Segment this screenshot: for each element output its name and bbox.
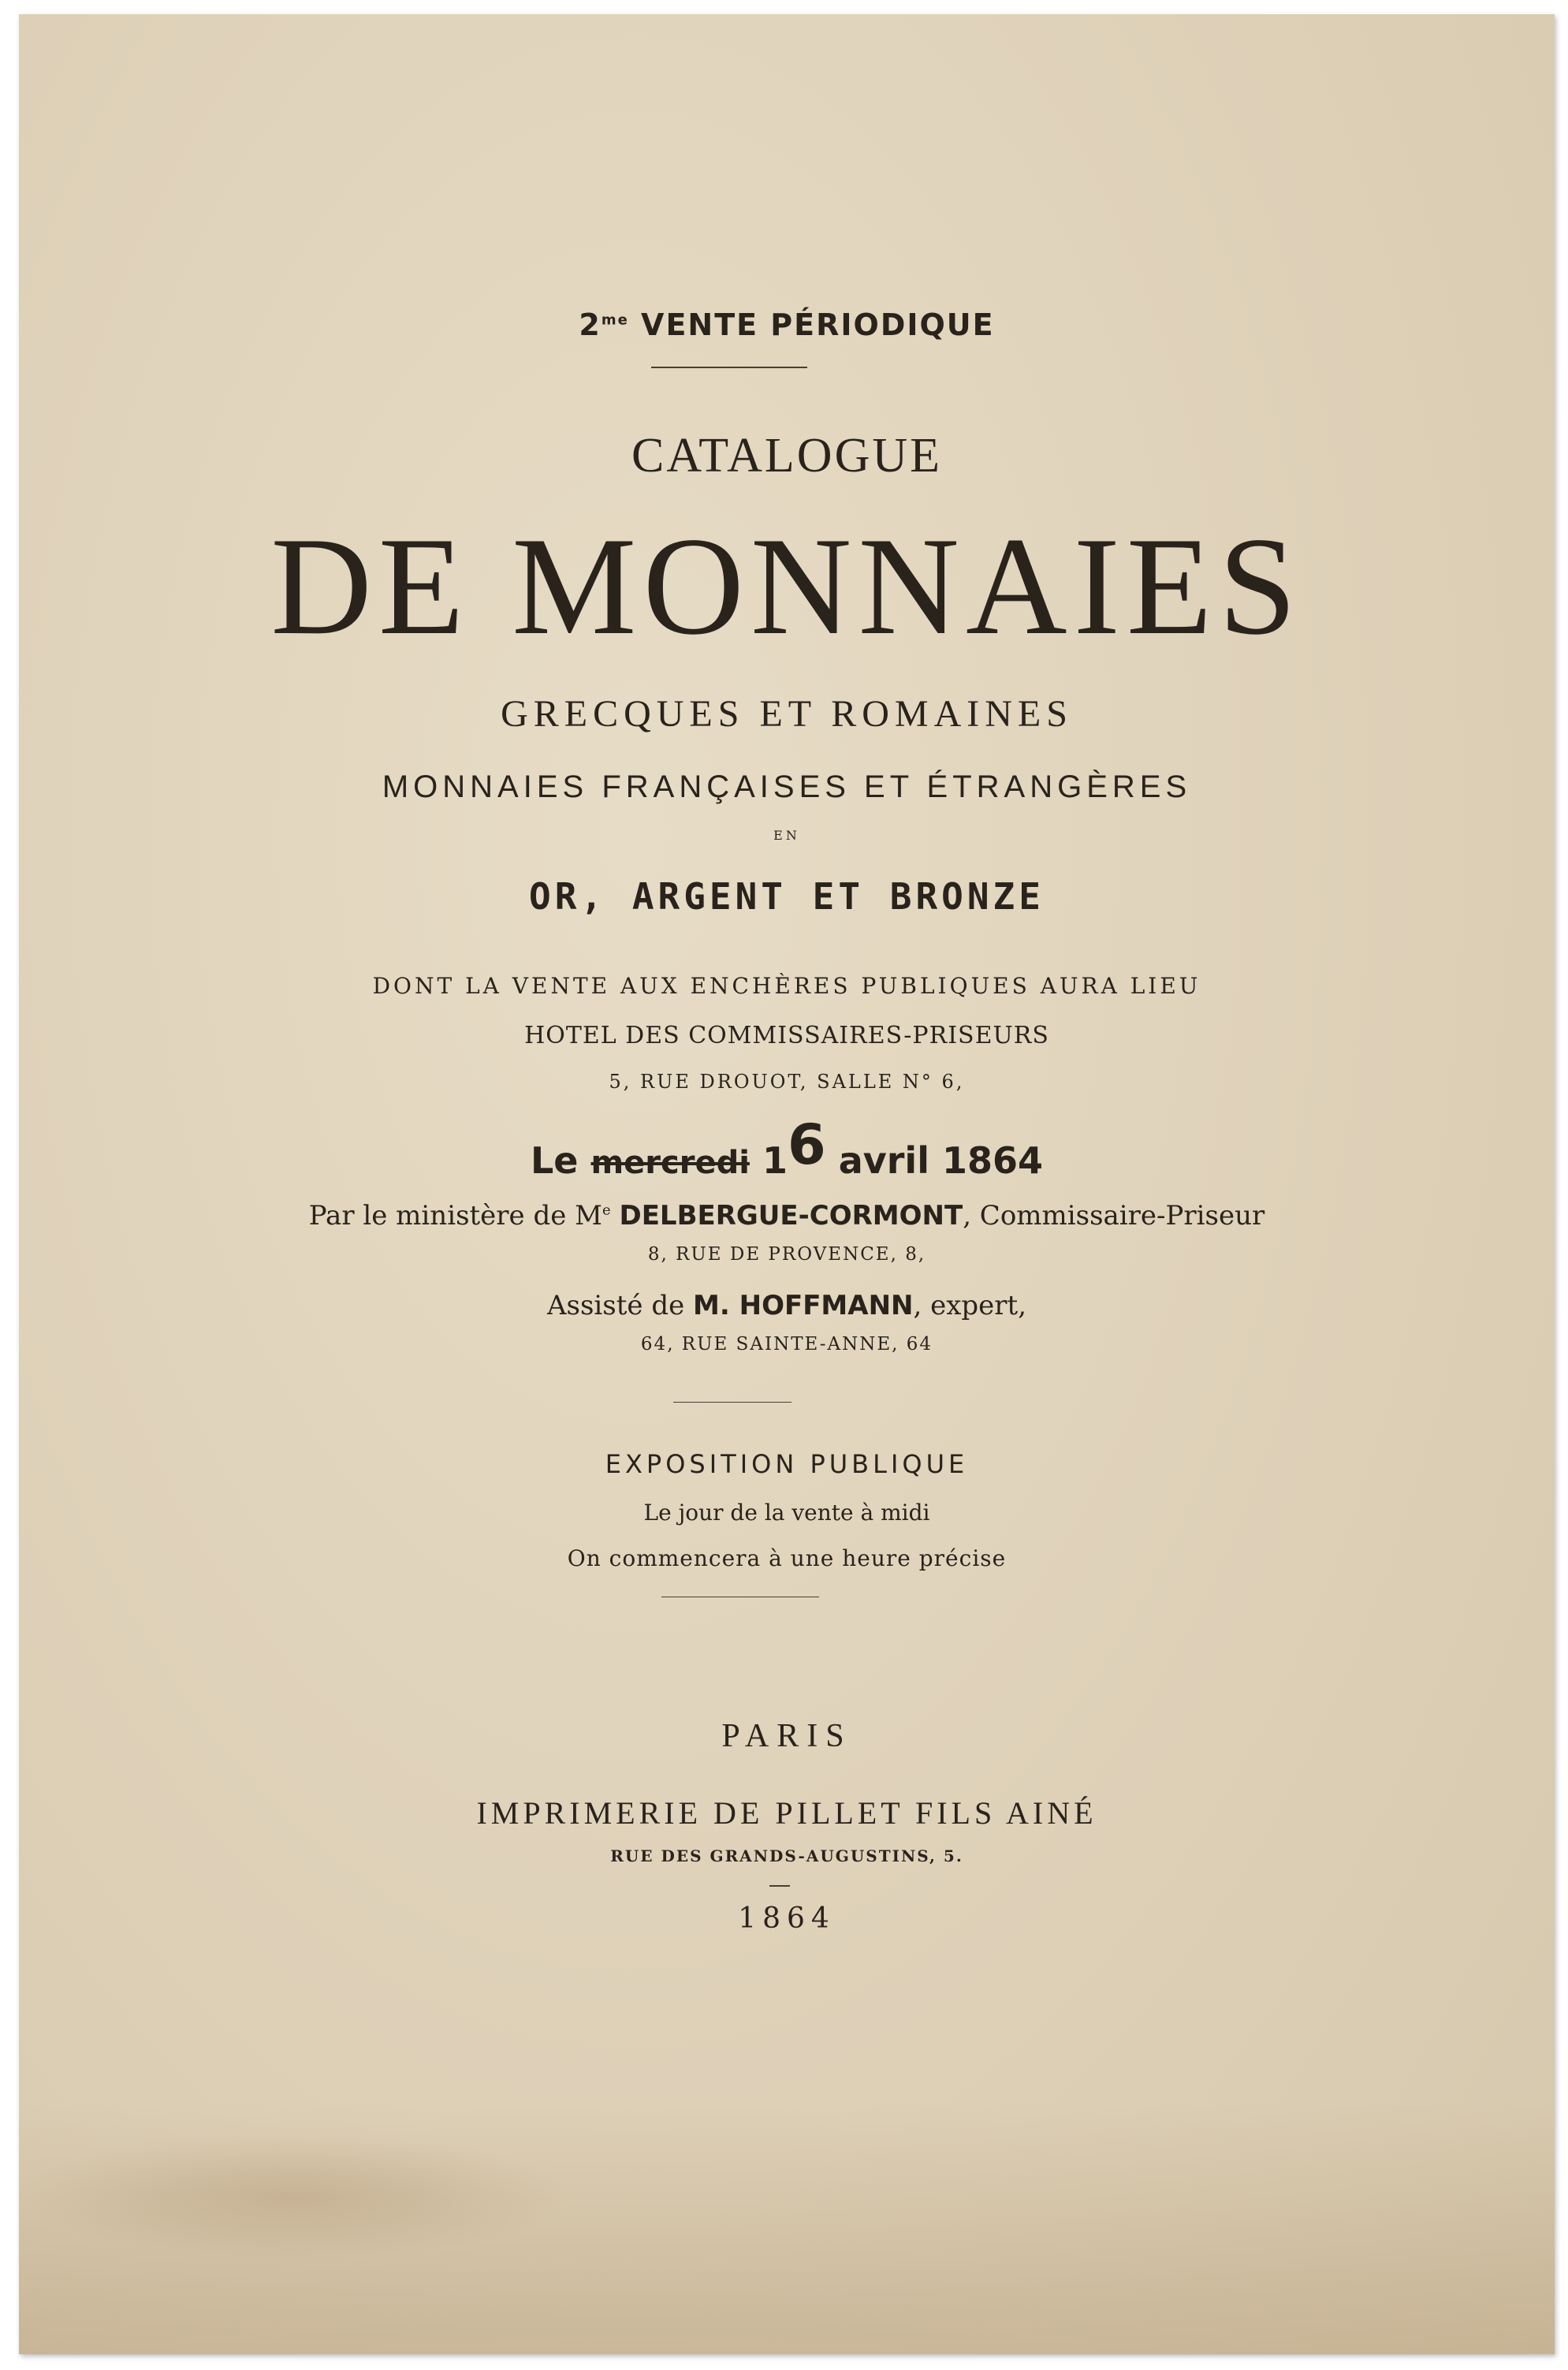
venue-line-2: HOTEL DES COMMISSAIRES-PRISEURS: [524, 1022, 1049, 1049]
exposition-line-1: Le jour de la vente à midi: [643, 1500, 930, 1526]
auctioneer-title-sup: e: [602, 1202, 611, 1219]
subtitle-greek-roman: GRECQUES ET ROMAINES: [501, 693, 1073, 735]
water-stain: [19, 2133, 571, 2260]
expert-role: , expert,: [913, 1290, 1027, 1321]
expert-line: [19, 1290, 1555, 1321]
sale-number-suffix: me: [601, 311, 629, 329]
date-month-year: avril 1864: [838, 1139, 1044, 1182]
venue-line-3: 5, RUE DROUOT, SALLE N° 6,: [609, 1071, 965, 1093]
exposition-line-2: On commencera à une heure précise: [567, 1545, 1007, 1571]
handwritten-day-correction: 6: [787, 1112, 826, 1177]
exposition-heading: EXPOSITION PUBLIQUE: [605, 1449, 969, 1479]
subtitle-en: EN: [773, 828, 800, 843]
expert-name: M. HOFFMANN: [693, 1290, 914, 1321]
sale-date: [19, 1112, 1555, 1187]
auctioneer-address: 8, RUE DE PROVENCE, 8,: [647, 1244, 926, 1265]
divider: [651, 367, 807, 368]
expert-lead: Assisté de: [546, 1290, 685, 1321]
date-prefix: Le: [530, 1139, 579, 1182]
main-title: DE MONNAIES: [270, 508, 1303, 664]
auctioneer-role: , Commissaire-Priseur: [963, 1200, 1265, 1232]
metals-line: OR, ARGENT ET BRONZE: [529, 875, 1045, 918]
struck-weekday: mercredi: [590, 1145, 750, 1181]
venue-line-1: DONT LA VENTE AUX ENCHÈRES PUBLIQUES AURA LIEU: [372, 973, 1201, 999]
date-day: 1: [762, 1139, 788, 1182]
imprint-printer: IMPRIMERIE DE PILLET FILS AINÉ: [476, 1795, 1097, 1831]
subtitle-french-foreign: MONNAIES FRANÇAISES ET ÉTRANGÈRES: [382, 770, 1192, 804]
divider: [769, 1885, 790, 1887]
imprint-city: PARIS: [721, 1718, 852, 1754]
sale-heading: [19, 307, 1555, 342]
imprint-year: 1864: [738, 1902, 836, 1935]
catalogue-word: CATALOGUE: [631, 429, 942, 483]
sale-label: VENTE PÉRIODIQUE: [641, 307, 995, 342]
expert-address: 64, RUE SAINTE-ANNE, 64: [640, 1334, 933, 1355]
sale-number: 2: [579, 307, 602, 342]
auctioneer-line: [19, 1200, 1555, 1232]
imprint-address: RUE DES GRANDS-AUGUSTINS, 5.: [610, 1846, 963, 1865]
divider: [673, 1402, 791, 1403]
auctioneer-name: DELBERGUE-CORMONT: [619, 1200, 963, 1232]
auctioneer-lead: Par le ministère de M: [308, 1200, 602, 1232]
catalogue-cover: [19, 14, 1555, 2354]
